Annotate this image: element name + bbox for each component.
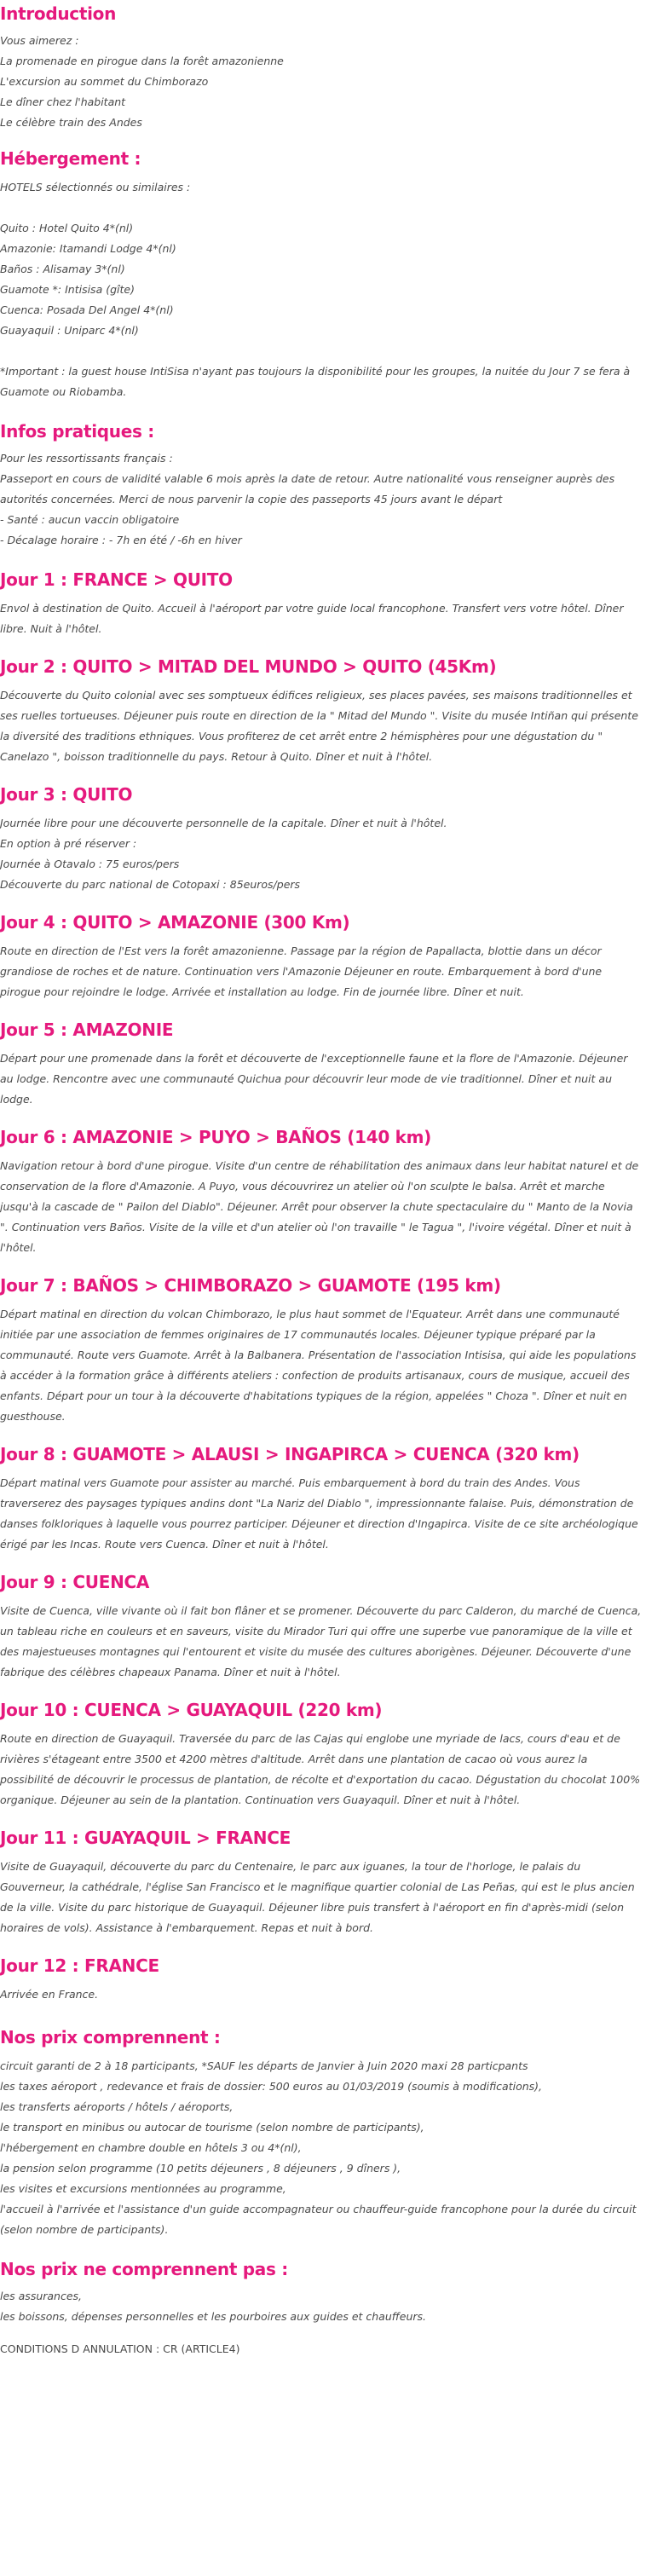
hotel-line: Amazonie: Itamandi Lodge 4*(nl) [0, 242, 176, 255]
day-description: Départ matinal en direction du volcan Chimborazo, le plus haut sommet de l'Equateur. Arrêt dans une communauté initiée par une association de femmes originaires de 17 communautés locales. Déjeuner typique préparé par la communauté. Route vers Guamote. Arrêt à la Balbanera. Présentation de l'association Intisisa, qui aide les populations à accéder à la formation grâce à différents ateliers : confection de produits artisanaux, cours de musique, accueil des enfants. Départ pour un tour à la découverte d'habitations typiques de la région, appelées " Choza ". Dîner et nuit en guesthouse. [0, 1308, 637, 1423]
day-description: Route en direction de Guayaquil. Traversée du parc de las Cajas qui englobe une myriade de lacs, cours d'eau et de rivières s'étageant entre 3500 et 4200 mètres d'altitude. Arrêt dans une plantation de cacao où vous aurez la possibilité de découvrir le processus de plantation, de récolte et d'exportation du cacao. Dégustation du chocolat 100% organique. Déjeuner au sein de la plantation. Continuation vers Guayaquil. Dîner et nuit à l'hôtel. [0, 1732, 641, 1806]
hotel-line: Guayaquil : Uniparc 4*(nl) [0, 324, 139, 337]
day-title: Jour 12 : FRANCE [0, 1955, 159, 1976]
hotel-line: Baños : Alisamay 3*(nl) [0, 263, 125, 275]
price-includes-title: Nos prix comprennent : [0, 2027, 221, 2048]
info-line: Passeport en cours de validité valable 6 mois après la date de retour. Autre nationalité vous renseigner auprès des autorités concernées. Merci de nous parvenir la copie des passeports 45 jours avant le départ [0, 472, 615, 505]
list-item: circuit garanti de 2 à 18 participants, *SAUF les départs de Janvier à Juin 2020 maxi 28 particpants [0, 2059, 528, 2072]
list-item: l'hébergement en chambre double en hôtels 3 ou 4*(nl), [0, 2141, 302, 2154]
hotel-line: Guamote *: Intisisa (gîte) [0, 283, 135, 296]
accommodation-note: *Important : la guest house IntiSisa n'ayant pas toujours la disponibilité pour les groupes, la nuitée du Jour 7 se fera à Guamote ou Riobamba. [0, 365, 631, 398]
price-includes-section [0, 2025, 643, 2240]
intro-line: Le dîner chez l'habitant [0, 95, 126, 108]
day-title: Jour 2 : QUITO > MITAD DEL MUNDO > QUITO (45Km) [0, 656, 497, 677]
day-3 [0, 783, 643, 895]
intro-line: L'excursion au sommet du Chimborazo [0, 75, 209, 88]
day-9 [0, 1570, 643, 1683]
day-5 [0, 1018, 643, 1110]
info-line: - Santé : aucun vaccin obligatoire [0, 513, 180, 526]
hotel-line [0, 341, 643, 361]
intro-section [0, 2, 643, 133]
day-title: Jour 11 : GUAYAQUIL > FRANCE [0, 1828, 291, 1848]
list-item: le transport en minibus ou autocar de tourisme (selon nombre de participants), [0, 2121, 424, 2134]
hotel-line: Quito : Hotel Quito 4*(nl) [0, 222, 134, 234]
intro-title: Introduction [0, 3, 117, 24]
hotel-list [0, 177, 643, 361]
info-line: - Décalage horaire : - 7h en été / -6h en hiver [0, 534, 242, 546]
day-line: En option à pré réserver : [0, 837, 137, 850]
list-item: les transferts aéroports / hôtels / aéroports, [0, 2100, 234, 2113]
day-title: Jour 10 : CUENCA > GUAYAQUIL (220 km) [0, 1700, 383, 1720]
price-excludes-section [0, 2257, 643, 2327]
intro-list [0, 31, 643, 133]
day-title: Jour 9 : CUENCA [0, 1572, 150, 1592]
list-item: la pension selon programme (10 petits déjeuners , 8 déjeuners , 9 dîners ), [0, 2162, 401, 2175]
list-item: les assurances, [0, 2290, 83, 2302]
day-line: Journée à Otavalo : 75 euros/pers [0, 858, 180, 870]
day-line: Journée libre pour une découverte personnelle de la capitale. Dîner et nuit à l'hôtel. [0, 817, 447, 829]
day-1 [0, 568, 643, 639]
list-item: l'accueil à l'arrivée et l'assistance d'un guide accompagnateur ou chauffeur-guide francophone pour la durée du circuit (selon nombre de participants). [0, 2203, 637, 2236]
price-excludes-list [0, 2286, 643, 2327]
practical-info-section [0, 419, 643, 551]
day-title: Jour 5 : AMAZONIE [0, 1019, 174, 1040]
day-2 [0, 655, 643, 767]
day-title: Jour 6 : AMAZONIE > PUYO > BAÑOS (140 km) [0, 1127, 431, 1147]
day-title: Jour 3 : QUITO [0, 784, 133, 805]
accommodation-title: Hébergement : [0, 148, 141, 169]
day-line: Découverte du parc national de Cotopaxi : 85euros/pers [0, 878, 301, 891]
day-4 [0, 910, 643, 1002]
day-description: Envol à destination de Quito. Accueil à l'aéroport par votre guide local francophone. Transfert vers votre hôtel. Dîner libre. Nuit à l'hôtel. [0, 602, 624, 635]
hotel-line: HOTELS sélectionnés ou similaires : [0, 181, 191, 193]
list-item: les boissons, dépenses personnelles et les pourboires aux guides et chauffeurs. [0, 2310, 427, 2323]
day-6 [0, 1125, 643, 1258]
day-title: Jour 1 : FRANCE > QUITO [0, 569, 233, 590]
list-item: les taxes aéroport , redevance et frais de dossier: 500 euros au 01/03/2019 (soumis à modifications), [0, 2080, 543, 2093]
day-title: Jour 4 : QUITO > AMAZONIE (300 Km) [0, 912, 350, 933]
day-description [0, 813, 643, 895]
intro-line: La promenade en pirogue dans la forêt amazonienne [0, 55, 284, 67]
day-description: Découverte du Quito colonial avec ses somptueux édifices religieux, ses places pavées, ses maisons traditionnelles et ses ruelles tortueuses. Déjeuner puis route en direction de la " Mitad del Mundo ". Visite du musée Intiñan qui présente la diversité des traditions ethniques. Vous profiterez de cet arrêt entre 2 hémisphères pour une dégustation du " Canelazo ", boisson traditionnelle du pays. Retour à Quito. Dîner et nuit à l'hôtel. [0, 689, 638, 763]
day-description: Navigation retour à bord d'une pirogue. Visite d'un centre de réhabilitation des animaux dans leur habitat naturel et de conservation de la flore d'Amazonie. A Puyo, vous découvrirez un atelier où l'on sculpte le balsa. Arrêt et marche jusqu'à la cascade de " Pailon del Diablo". Déjeuner. Arrêt pour observer la chute spectaculaire du " Manto de la Novia ". Continuation vers Baños. Visite de la ville et d'un atelier où l'on travaille " le Tagua ", l'ivoire végétal. Dîner et nuit à l'hôtel. [0, 1159, 639, 1254]
day-description: Départ pour une promenade dans la forêt et découverte de l'exceptionnelle faune et la flore de l'Amazonie. Déjeuner au lodge. Rencontre avec une communauté Quichua pour découvrir leur mode de vie traditionnel. Dîner et nuit au lodge. [0, 1052, 628, 1106]
cancellation-text: CONDITIONS D ANNULATION : CR (ARTICLE4) [0, 2342, 240, 2355]
day-10 [0, 1698, 643, 1811]
list-item: les visites et excursions mentionnées au programme, [0, 2182, 286, 2195]
day-description: Visite de Guayaquil, découverte du parc du Centenaire, le parc aux iguanes, la tour de l'horloge, le palais du Gouverneur, la cathédrale, l'église San Francisco et le magnifique quartier colonial de Las Peñas, qui est le plus ancien de la ville. Visite du parc historique de Guayaquil. Déjeuner libre puis transfert à l'aéroport en fin d'après-midi (selon horaires de vols). Assistance à l'embarquement. Repas et nuit à bord. [0, 1860, 635, 1934]
price-excludes-title: Nos prix ne comprennent pas : [0, 2259, 288, 2279]
accommodation-section [0, 147, 643, 402]
day-8 [0, 1442, 643, 1555]
intro-line: Vous aimerez : [0, 34, 79, 47]
day-7 [0, 1274, 643, 1427]
day-description: Arrivée en France. [0, 1988, 99, 2001]
intro-line: Le célèbre train des Andes [0, 116, 142, 129]
day-title: Jour 7 : BAÑOS > CHIMBORAZO > GUAMOTE (195 km) [0, 1275, 501, 1296]
practical-info-list [0, 448, 643, 551]
day-11 [0, 1826, 643, 1938]
price-includes-list [0, 2056, 643, 2240]
day-description: Départ matinal vers Guamote pour assister au marché. Puis embarquement à bord du train des Andes. Vous traverserez des paysages typiques andins dont "La Nariz del Diablo ", impressionnante falaise. Puis, démonstration de danses folkloriques à laquelle vous pourrez participer. Déjeuner et direction d'Ingapirca. Visite de ce site archéologique érigé par les Incas. Route vers Cuenca. Dîner et nuit à l'hôtel. [0, 1476, 638, 1551]
hotel-line [0, 198, 643, 218]
day-12 [0, 1954, 643, 2005]
cancellation-conditions [0, 2339, 643, 2359]
day-description: Route en direction de l'Est vers la forêt amazonienne. Passage par la région de Papallacta, blottie dans un décor grandiose de roches et de nature. Continuation vers l'Amazonie Déjeuner en route. Embarquement à bord d'une pirogue pour rejoindre le lodge. Arrivée et installation au lodge. Fin de journée libre. Dîner et nuit. [0, 944, 603, 998]
day-description: Visite de Cuenca, ville vivante où il fait bon flâner et se promener. Découverte du parc Calderon, du marché de Cuenca, un tableau riche en couleurs et en saveurs, visite du Mirador Turi qui offre une superbe vue panoramique de la ville et des majestueuses montagnes qui l'entourent et visite du musée des cultures aborigènes. Déjeuner. Découverte d'une fabrique des célèbres chapeaux Panama. Dîner et nuit à l'hôtel. [0, 1604, 642, 1678]
practical-info-title: Infos pratiques : [0, 421, 154, 442]
hotel-line: Cuenca: Posada Del Angel 4*(nl) [0, 303, 174, 316]
info-line: Pour les ressortissants français : [0, 452, 173, 465]
day-title: Jour 8 : GUAMOTE > ALAUSI > INGAPIRCA > CUENCA (320 km) [0, 1444, 580, 1464]
